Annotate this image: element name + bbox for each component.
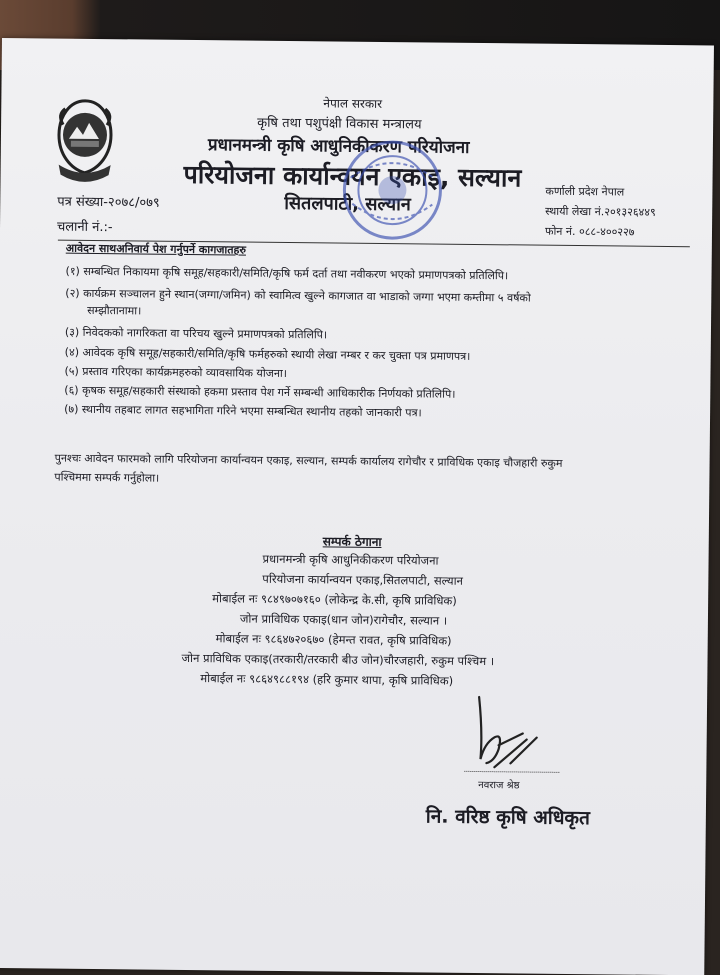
list-item: (६) कृषक समूह/सहकारी संस्थाको हकमा प्रस्ताव पेश गर्ने सम्बन्धी आधिकारीक निर्णयको प्रतिलिपि। xyxy=(64,383,456,401)
signatory-name: नवराज श्रेष्ठ xyxy=(478,780,520,792)
handwritten-signature-icon xyxy=(464,693,555,774)
header-project: प्रधानमन्त्री कृषि आधुनिकीकरण परियोजना xyxy=(207,135,470,158)
contact-line: जोन प्राविधिक एकाइ(धान जोन)रागेचौर, सल्यान । xyxy=(239,611,448,628)
contact-line: परियोजना कार्यान्वयन एकाइ,सितलपाटी, सल्यान xyxy=(262,571,464,588)
postscript-note-continuation: पश्चिममा सम्पर्क गर्नुहोला। xyxy=(54,470,160,485)
list-item-continuation: सम्झौतानामा। xyxy=(87,303,142,318)
contact-heading: सम्पर्क ठेगाना xyxy=(322,534,382,550)
contact-line: मोबाईल नः ९८६४७२०६७० (हेमन्त रावत, कृषि प्राविधिक) xyxy=(215,631,452,648)
contact-line: मोबाईल नः ९८६४९८८१९४ (हरि कुमार थापा, कृषि प्राविधिक) xyxy=(200,671,454,688)
documents-heading: आवेदन साथअनिवार्य पेश गर्नुपर्ने कागजातहरु xyxy=(65,241,247,257)
header-address: सितलपाटी, सल्यान xyxy=(284,192,411,216)
province-label: कर्णाली प्रदेश नेपाल xyxy=(545,184,625,199)
contact-line: प्रधानमन्त्री कृषि आधुनिकीकरण परियोजना xyxy=(262,551,439,568)
phone-number: फोन नं. ०८८-४००२२७ xyxy=(544,224,635,239)
list-item: (७) स्थानीय तहबाट लागत सहभागिता गरिने भएमा सम्बन्धित स्थानीय तहको जानकारी पत्र। xyxy=(64,402,422,420)
list-item: (५) प्रस्ताव गरिएका कार्यक्रमहरुको व्यावसायिक योजना। xyxy=(64,364,288,381)
letter-reference-number: पत्र संख्या-२०७८/०७९ xyxy=(57,194,160,211)
header-ministry: कृषि तथा पशुपंक्षी विकास मन्त्रालय xyxy=(257,115,422,133)
office-stamp-icon xyxy=(338,138,447,243)
contact-line: मोबाईल नः ९८४९७०७१६० (लोकेन्द्र के.सी, कृषि प्राविधिक) xyxy=(212,591,457,608)
list-item: (४) आवेदक कृषि समूह/सहकारी/समिति/कृषि फर्महरुको स्थायी लेखा नम्बर र कर चुक्ता पत्र प्रमाणपत्र। xyxy=(64,345,471,363)
list-item: (३) निवेदकको नागरिकता वा परिचय खुल्ने प्रमाणपत्रको प्रतिलिपि। xyxy=(64,325,328,342)
header-implementation-unit: परियोजना कार्यान्वयन एकाइ, सल्यान xyxy=(183,159,522,193)
signatory-title: नि. वरिष्ठ कृषि अधिकृत xyxy=(425,805,590,830)
dispatch-number: चलानी नं.:- xyxy=(56,219,113,236)
list-item: (१) सम्बन्धित निकायमा कृषि समूह/सहकारी/समिति/कृषि फर्म दर्ता तथा नवीकरण भएको प्रमाणपत्रको प्रतिलिपि। xyxy=(65,264,509,283)
document-page xyxy=(0,38,714,975)
postscript-note: पुनश्चः आवेदन फारमको लागि परियोजना कार्यान्वयन एकाइ, सल्यान, सम्पर्क कार्यालय रागेचौर र प्राविधिक एकाइ चौजहारी रुकुम xyxy=(54,451,563,470)
list-item: (२) कार्यक्रम सञ्चालन हुने स्थान(जग्गा/जमिन) को स्वामित्व खुल्ने कागजात वा भाडाको जग्गा भएमा कम्तीमा ५ वर्षको xyxy=(65,286,531,305)
government-emblem-icon xyxy=(48,94,121,195)
contact-line: जोन प्राविधिक एकाइ(तरकारी/तरकारी बीउ जोन)चौरजहारी, रुकुम पश्चिम । xyxy=(181,650,495,669)
pan-number: स्थायी लेखा नं.२०१३२६४४९ xyxy=(545,204,656,219)
header-government: नेपाल सरकार xyxy=(323,96,383,111)
